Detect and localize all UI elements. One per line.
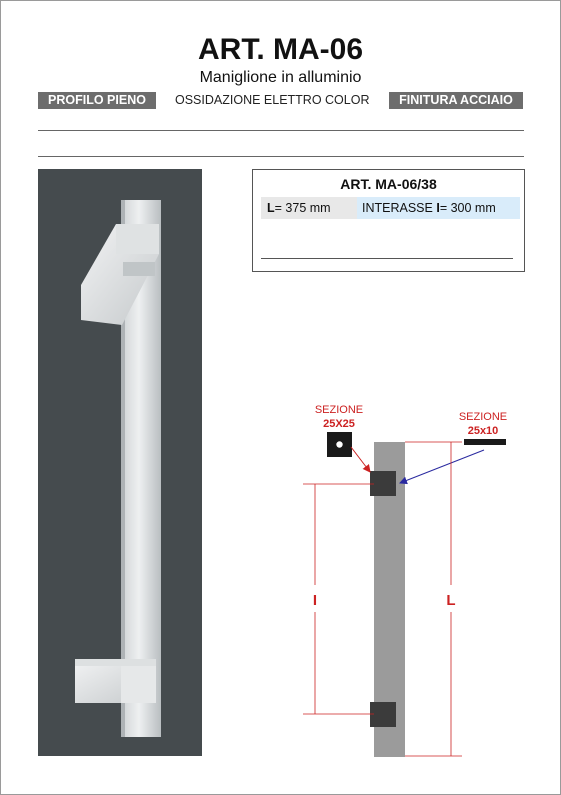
interasse-key: I <box>436 201 440 215</box>
pointer-arrow-red <box>351 447 370 472</box>
section-right-size: 25x10 <box>467 425 499 437</box>
interasse-label: INTERASSE <box>362 201 437 215</box>
lower-standoff <box>370 702 396 727</box>
upper-standoff <box>370 471 396 496</box>
spec-title: ART. MA-06/38 <box>340 176 437 192</box>
dim-i-label: I <box>312 592 318 609</box>
section-25x10-icon <box>464 439 506 445</box>
page-subtitle: Maniglione in alluminio <box>199 69 362 86</box>
section-left-label: SEZIONE <box>314 404 364 416</box>
section-left-size: 25X25 <box>323 418 355 430</box>
interasse-value: = 300 mm <box>439 201 496 215</box>
profile-tag: PROFILO PIENO <box>38 92 156 109</box>
section-right-label: SEZIONE <box>458 411 508 423</box>
dim-l-label: L <box>446 592 456 609</box>
finish-tag: FINITURA ACCIAIO <box>389 92 523 109</box>
page-title: ART. MA-06 <box>197 33 363 66</box>
oxidation-label: OSSIDAZIONE ELETTRO COLOR <box>175 93 370 107</box>
length-value: = 375 mm <box>274 201 331 215</box>
section-center-dot <box>336 441 342 447</box>
length-key: L <box>267 201 275 215</box>
pointer-arrow-blue <box>400 450 484 483</box>
